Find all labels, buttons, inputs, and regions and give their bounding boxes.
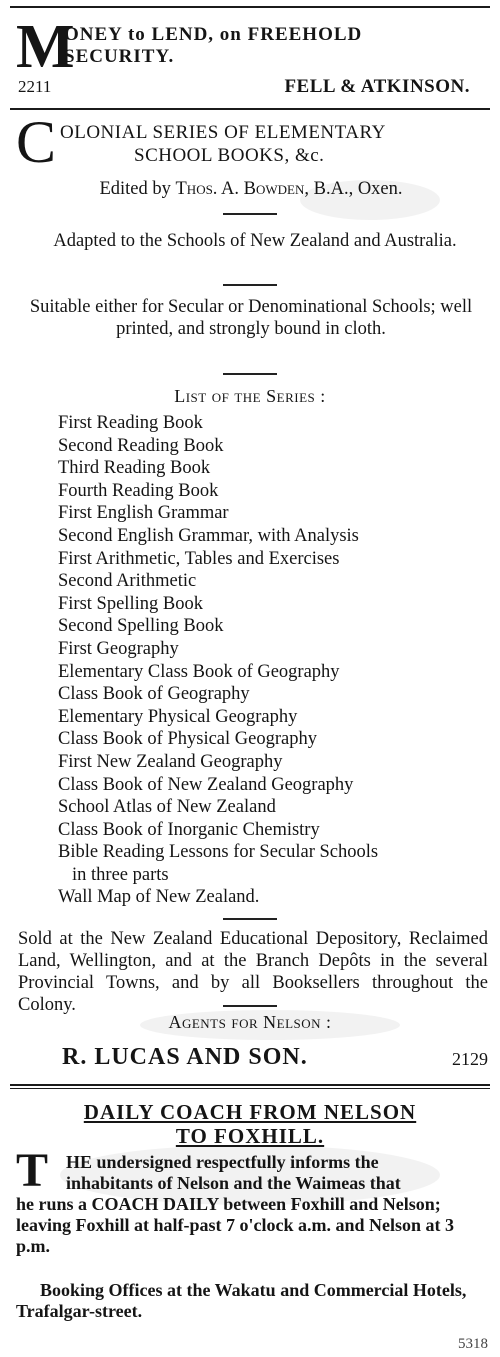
coach-title-line-1: DAILY COACH FROM NELSON	[83, 1100, 417, 1124]
coach-paragraph-2: Booking Offices at the Wakatu and Commercial Hotels, Trafalgar-street.	[16, 1280, 467, 1321]
list-item: Second Reading Book	[58, 435, 224, 456]
coach-line-1: HE undersigned respectfully informs the	[66, 1152, 379, 1172]
editor-suffix: , B.A., Oxen.	[304, 179, 403, 199]
list-item: Second English Grammar, with Analysis	[58, 525, 359, 546]
colonial-ref-number: 2129	[452, 1049, 488, 1069]
separator-rule	[10, 108, 490, 110]
editor-name: Thos. A. Bowden	[175, 179, 305, 199]
editor-line	[14, 178, 488, 200]
list-item: First Reading Book	[58, 413, 203, 433]
editor-prefix: Edited by	[99, 179, 171, 199]
list-item: Elementary Class Book of Geography	[58, 661, 340, 682]
coach-line-2: inhabitants of Nelson and the Waimeas that	[66, 1173, 401, 1193]
list-item: Second Spelling Book	[58, 616, 224, 637]
list-item: First Spelling Book	[58, 593, 203, 614]
separator-rule	[10, 1088, 490, 1089]
list-item: First Geography	[58, 638, 179, 659]
short-divider	[0, 284, 500, 286]
list-item: Class Book of Geography	[58, 684, 250, 705]
sold-at-text: Sold at the New Zealand Educational Depository, Reclaimed Land, Wellington, and at the Branch Depôts in the several Provincial Towns, and by all Booksellers throughout the Colony.	[18, 929, 488, 1015]
short-divider	[0, 1005, 500, 1007]
adapted-text: Adapted to the Schools of New Zealand and Australia.	[53, 231, 457, 251]
coach-line-rest: he runs a COACH DAILY between Foxhill and Nelson; leaving Foxhill at half-past 7 o'clock a.m. and Nelson at 3 p.m.	[16, 1194, 455, 1256]
money-drop-cap: M	[16, 13, 75, 81]
agents-heading: Agents for Nelson :	[168, 1012, 332, 1032]
list-item: School Atlas of New Zealand	[58, 797, 276, 818]
list-item: Class Book of Physical Geography	[58, 729, 317, 750]
list-item: Class Book of New Zealand Geography	[58, 774, 354, 795]
coach-paragraph-1	[16, 1144, 490, 1257]
colonial-drop-cap: C	[16, 109, 57, 175]
coach-drop-cap: T	[16, 1144, 49, 1197]
money-ref-number: 2211	[18, 77, 52, 96]
list-item: Bible Reading Lessons for Secular Schools	[58, 842, 379, 863]
list-item: Fourth Reading Book	[58, 480, 219, 501]
suitable-text: Suitable either for Secular or Denominational Schools; well printed, and strongly bound in cloth.	[29, 297, 473, 339]
list-item: Class Book of Inorganic Chemistry	[58, 819, 320, 840]
separator-rule	[10, 1084, 490, 1086]
list-item: First New Zealand Geography	[58, 751, 283, 772]
money-line-2: SECURITY.	[64, 46, 175, 67]
coach-ref-number: 5318	[458, 1336, 488, 1352]
short-divider	[0, 213, 500, 215]
short-divider	[0, 918, 500, 920]
list-item: Second Arithmetic	[58, 571, 197, 592]
money-footer	[18, 76, 470, 98]
book-list	[58, 412, 378, 909]
list-item: First Arithmetic, Tables and Exercises	[58, 548, 340, 569]
list-item: Elementary Physical Geography	[58, 706, 298, 727]
money-firm-name: FELL & ATKINSON.	[284, 76, 470, 97]
coach-title-line-2: TO FOXHILL.	[175, 1124, 325, 1148]
colonial-title-line-2: SCHOOL BOOKS, &c.	[134, 145, 325, 166]
short-divider	[0, 373, 500, 375]
top-rule	[10, 6, 490, 8]
list-item: Wall Map of New Zealand.	[58, 887, 260, 908]
list-item: in three parts	[72, 864, 169, 885]
list-heading: List of the Series :	[174, 386, 326, 406]
money-line-1: ONEY to LEND, on FREEHOLD	[64, 24, 363, 45]
colonial-title-line-1: OLONIAL SERIES OF ELEMENTARY	[60, 122, 386, 143]
list-item: First English Grammar	[58, 503, 229, 524]
agent-name: R. LUCAS AND SON.	[62, 1044, 308, 1070]
list-item: Third Reading Book	[58, 458, 211, 479]
